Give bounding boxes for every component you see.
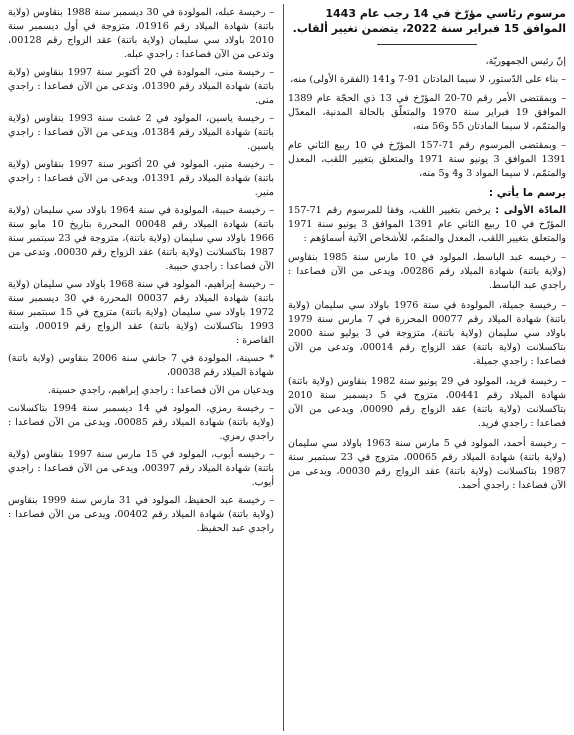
title-rule: [377, 44, 477, 45]
entry-child: * حسينة، المولودة في 7 جانفي سنة 2006 بنقاوس (ولاية باتنة) شهادة الميلاد رقم 00038،: [8, 353, 274, 378]
entry: – رخيسة حبيبة، المولودة في سنة 1964 باولاد سي سليمان (ولاية باتنة) شهادة الميلاد رقم 00048 المحررة بتاريخ 10 مايو سنة 1966 باولاد سي سليمان (ولاية باتنة)، متزوجة في 23 سبتمبر سنة 1987 بتاكسلانت (ولاية باتنة) عقد الزواج رقم 00030، وتدعى من الآن فصاعدا : راجدي حبيبة.: [8, 205, 274, 272]
preamble-item: – وبمقتضى المرسوم رقم 71-157 المؤرّخ في 10 ربيع الثاني عام 1391 الموافق 3 يونيو سنة 1971 والمتعلق بتغيير اللقب، المعدل والمتمّم، لا سيما المواد 3 و4 و5 منه،: [288, 140, 566, 179]
article-1: [288, 204, 566, 246]
entry: – رخيسة ياسين، المولود في 2 غشت سنة 1993 بنقاوس (ولاية باتنة) شهادة الميلاد رقم 01384، ويدعى من الآن فصاعدا : راجدي ياسين.: [8, 113, 274, 152]
left-column: [0, 0, 278, 735]
intro-line: إنّ رئيس الجمهوريّة،: [485, 56, 566, 67]
article-1-label: المادّة الأولى :: [495, 205, 566, 216]
decree-title: مرسوم رئاسي مؤرّخ في 14 رجب عام 1443 الموافق 15 فبراير سنة 2022، يتضمن تغيير ألقاب.: [292, 7, 566, 35]
entry: – رخيسة عبله، المولودة في 30 ديسمبر سنة 1988 بنقاوس (ولاية باتنة) شهادة الميلاد رقم 01916، متزوجة في أول ديسمبر سنة 2010 باولاد سي سليمان (ولاية باتنة) عقد الزواج رقم 00128، وتدعى من الآن فصاعدا : راجدي عبله.: [8, 7, 275, 60]
entry: – رخيسة رمزي، المولود في 14 ديسمبر سنة 1994 بتاكسلانت (ولاية باتنة) شهادة الميلاد رقم 00085، ويدعى من الآن فصاعدا : راجدي رمزي.: [8, 403, 274, 442]
entry: – رخيسه أيوب، المولود في 15 مارس سنة 1997 بنقاوس (ولاية باتنة) شهادة الميلاد رقم 00397، ويدعى من الآن فصاعدا : راجدي أيوب.: [8, 449, 274, 488]
entry: – رخيسة فريد، المولود في 29 يونيو سنة 1982 بنقاوس (ولاية باتنة) شهادة الميلاد رقم 00441، متزوج في 5 ديسمبر سنة 2010 بتاكسلانت (ولاية باتنة) عقد الزواج رقم 00090، ويدعى من الآن فصاعدا : راجدي فريد.: [288, 376, 567, 429]
preamble-item: – وبمقتضى الأمر رقم 70-20 المؤرّخ في 13 ذي الحجّة عام 1389 الموافق 19 فبراير سنة 1970 والمتعلّق بالحالة المدنية، المعدّل والمتمّم، لا سيما المادتان 55 و56 منه،: [288, 93, 566, 132]
entry: – رخيسة جميلة، المولودة في سنة 1976 باولاد سي سليمان (ولاية باتنة) شهادة الميلاد رقم 00077 المحررة في 7 مارس سنة 1979 باولاد سي سليمان (ولاية باتنة)، متزوجة في 3 يوليو سنة 2000 بتاكسلانت (ولاية باتنة) عقد الزواج رقم 00014، وتدعى من الآن فصاعدا : راجدي جميلة.: [288, 300, 566, 367]
preamble-item: – بناء على الدّستور، لا سيما المادتان 91-7 و141 (الفقرة الأولى) منه،: [290, 74, 566, 85]
article-1-text: يرخص بتغيير اللقب، وفقا للمرسوم رقم 71-157 المؤرّخ في 10 ربيع الثاني عام 1391 الموافق 3 يونيو سنة 1971 والمتعلق بتغيير اللقب، المعدل والمتمّم، للأشخاص الآتية أسماؤهم :: [288, 205, 566, 244]
entry: – رخيسه عبد الباسط، المولود في 10 مارس سنة 1985 بنقاوس (ولاية باتنة) شهادة الميلاد رقم 00286، ويدعى من الآن فصاعدا : راجدي عبد الباسط.: [288, 252, 566, 291]
entry: – رخيسة أحمد، المولود في 5 مارس سنة 1963 باولاد سي سليمان (ولاية باتنة) شهادة الميلاد رقم 00065، متزوج في 23 سبتمبر سنة 1987 بتاكسلانت (ولاية باتنة) عقد الزواج رقم 00030، ويدعى من الآن فصاعدا : راجدي أحمد.: [288, 438, 567, 491]
entry: – رخيسة إبراهيم، المولود في سنة 1968 باولاد سي سليمان (ولاية باتنة) شهادة الميلاد رقم 00037 المحررة في 30 ديسمبر سنة 1972 باولاد سي سليمان (ولاية باتنة) متزوج في 15 سبتمبر سنة 1993 بتاكسلانت (ولاية باتنة) عقد الزواج رقم 00019، وابنته القاصرة :: [8, 279, 275, 346]
decrees-heading: يرسم ما يأتي :: [488, 187, 566, 199]
entry: – رخيسة عبد الحفيظ، المولود في 31 مارس سنة 1999 بنقاوس (ولاية باتنة) شهادة الميلاد رقم 00402، ويدعى من الآن فصاعدا : راجدي عبد الحفيظ.: [8, 495, 275, 534]
entry: – رخيسة منير، المولود في 20 أكتوبر سنة 1997 بنقاوس (ولاية باتنة) شهادة الميلاد رقم 01391، ويدعى من الآن فصاعدا : راجدي منير.: [8, 159, 274, 198]
entry-continuation: ويدعيان من الآن فصاعدا : راجدي إبراهيم، راجدي حسينة.: [47, 385, 274, 396]
right-column: [282, 0, 574, 735]
entry: – رخيسة منى، المولودة في 20 أكتوبر سنة 1997 بنقاوس (ولاية باتنة) شهادة الميلاد رقم 01390، وتدعى من الآن فصاعدا : راجدي منى.: [8, 67, 274, 106]
